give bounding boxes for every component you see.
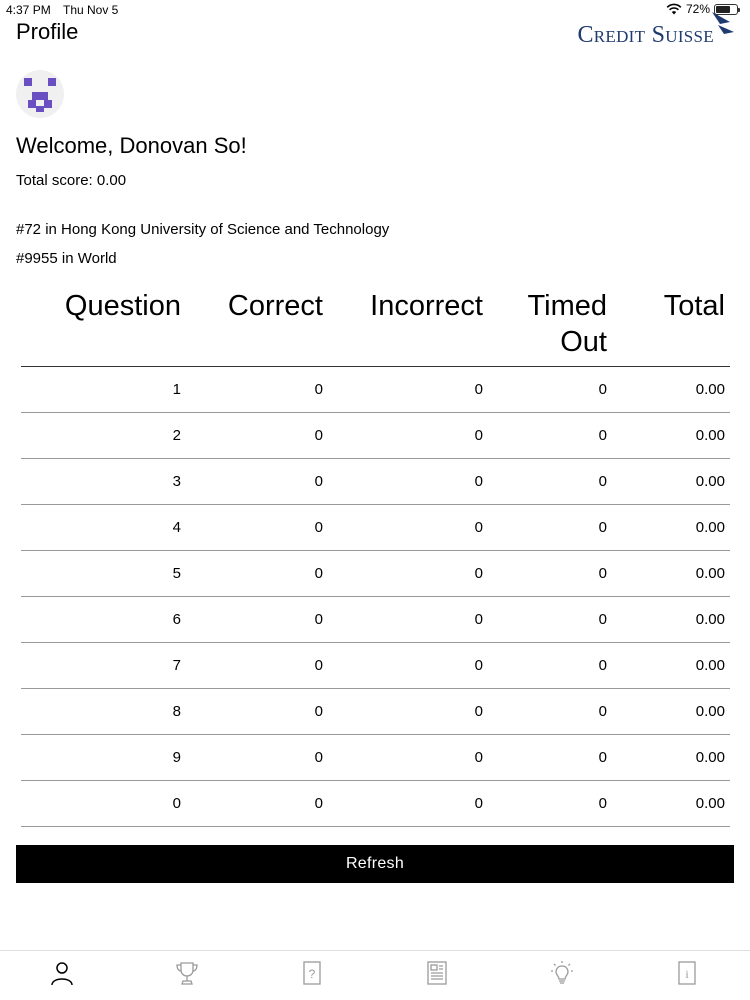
cell-correct: 0 bbox=[186, 781, 328, 827]
wifi-icon bbox=[666, 3, 682, 15]
cell-question: 6 bbox=[21, 597, 186, 643]
person-icon bbox=[52, 963, 72, 985]
cell-total: 0.00 bbox=[612, 367, 730, 413]
cell-question: 4 bbox=[21, 505, 186, 551]
tab-info[interactable] bbox=[674, 960, 700, 986]
cell-timed-out: 0 bbox=[488, 367, 612, 413]
info-icon bbox=[679, 962, 695, 984]
table-row bbox=[21, 551, 730, 597]
cell-timed-out: 0 bbox=[488, 505, 612, 551]
avatar bbox=[16, 70, 64, 118]
table-row bbox=[21, 781, 730, 827]
cell-incorrect: 0 bbox=[328, 413, 488, 459]
cell-question: 8 bbox=[21, 689, 186, 735]
cell-incorrect: 0 bbox=[328, 505, 488, 551]
cell-question: 2 bbox=[21, 413, 186, 459]
cell-total: 0.00 bbox=[612, 781, 730, 827]
tab-questions[interactable] bbox=[299, 960, 325, 986]
cell-incorrect: 0 bbox=[328, 597, 488, 643]
header-total: Total bbox=[612, 288, 730, 367]
cell-correct: 0 bbox=[186, 551, 328, 597]
table-row bbox=[21, 505, 730, 551]
news-icon bbox=[428, 962, 446, 984]
cell-correct: 0 bbox=[186, 367, 328, 413]
header-incorrect: Incorrect bbox=[328, 288, 488, 367]
status-date: Thu Nov 5 bbox=[63, 3, 119, 17]
table-header-row bbox=[21, 288, 730, 367]
cell-timed-out: 0 bbox=[488, 781, 612, 827]
cell-question: 7 bbox=[21, 643, 186, 689]
header-question: Question bbox=[21, 288, 186, 367]
tab-news[interactable] bbox=[424, 960, 450, 986]
rank-world: #9955 in World bbox=[16, 250, 117, 267]
cell-timed-out: 0 bbox=[488, 551, 612, 597]
cell-incorrect: 0 bbox=[328, 781, 488, 827]
cell-correct: 0 bbox=[186, 643, 328, 689]
cell-total: 0.00 bbox=[612, 735, 730, 781]
battery-percent: 72% bbox=[685, 2, 710, 16]
cell-incorrect: 0 bbox=[328, 367, 488, 413]
cell-total: 0.00 bbox=[612, 413, 730, 459]
svg-text:i: i bbox=[685, 967, 689, 981]
cell-incorrect: 0 bbox=[328, 735, 488, 781]
tab-bar bbox=[0, 950, 750, 1000]
cell-incorrect: 0 bbox=[328, 551, 488, 597]
rank-university: #72 in Hong Kong University of Science and Technology bbox=[16, 221, 390, 238]
tab-profile[interactable] bbox=[49, 960, 75, 986]
question-icon bbox=[304, 962, 320, 984]
cell-timed-out: 0 bbox=[488, 597, 612, 643]
cell-correct: 0 bbox=[186, 689, 328, 735]
cell-correct: 0 bbox=[186, 459, 328, 505]
header-timed-out: Timed Out bbox=[488, 288, 612, 367]
table-row bbox=[21, 597, 730, 643]
score-table bbox=[21, 288, 730, 827]
cell-incorrect: 0 bbox=[328, 459, 488, 505]
cell-total: 0.00 bbox=[612, 505, 730, 551]
refresh-button[interactable]: Refresh bbox=[16, 845, 734, 883]
tab-tips[interactable] bbox=[549, 960, 575, 986]
cell-total: 0.00 bbox=[612, 551, 730, 597]
cell-question: 5 bbox=[21, 551, 186, 597]
brand-logo bbox=[577, 22, 714, 49]
table-row bbox=[21, 413, 730, 459]
cell-total: 0.00 bbox=[612, 459, 730, 505]
cell-question: 1 bbox=[21, 367, 186, 413]
cell-correct: 0 bbox=[186, 413, 328, 459]
cell-timed-out: 0 bbox=[488, 735, 612, 781]
cell-total: 0.00 bbox=[612, 597, 730, 643]
table-row bbox=[21, 643, 730, 689]
cell-total: 0.00 bbox=[612, 689, 730, 735]
cell-correct: 0 bbox=[186, 505, 328, 551]
table-row bbox=[21, 367, 730, 413]
table-row bbox=[21, 459, 730, 505]
tab-leaderboard[interactable] bbox=[174, 960, 200, 986]
page-title: Profile bbox=[16, 19, 79, 44]
cell-question: 0 bbox=[21, 781, 186, 827]
cell-timed-out: 0 bbox=[488, 689, 612, 735]
identicon-avatar-icon bbox=[16, 70, 64, 118]
cell-incorrect: 0 bbox=[328, 689, 488, 735]
brand-logo-text: Credit Suisse bbox=[577, 22, 714, 48]
lightbulb-icon bbox=[551, 961, 573, 983]
cell-question: 9 bbox=[21, 735, 186, 781]
cell-correct: 0 bbox=[186, 597, 328, 643]
cell-incorrect: 0 bbox=[328, 643, 488, 689]
svg-text:?: ? bbox=[308, 967, 316, 981]
status-time: 4:37 PM bbox=[6, 3, 51, 17]
cell-total: 0.00 bbox=[612, 643, 730, 689]
cell-timed-out: 0 bbox=[488, 643, 612, 689]
header-correct: Correct bbox=[186, 288, 328, 367]
welcome-heading: Welcome, Donovan So! bbox=[16, 133, 247, 158]
cell-correct: 0 bbox=[186, 735, 328, 781]
status-bar bbox=[0, 0, 750, 20]
cell-timed-out: 0 bbox=[488, 413, 612, 459]
table-row bbox=[21, 735, 730, 781]
cell-question: 3 bbox=[21, 459, 186, 505]
trophy-icon bbox=[177, 963, 197, 984]
cell-timed-out: 0 bbox=[488, 459, 612, 505]
table-row bbox=[21, 689, 730, 735]
total-score: Total score: 0.00 bbox=[16, 172, 127, 189]
sail-icon bbox=[708, 8, 736, 36]
